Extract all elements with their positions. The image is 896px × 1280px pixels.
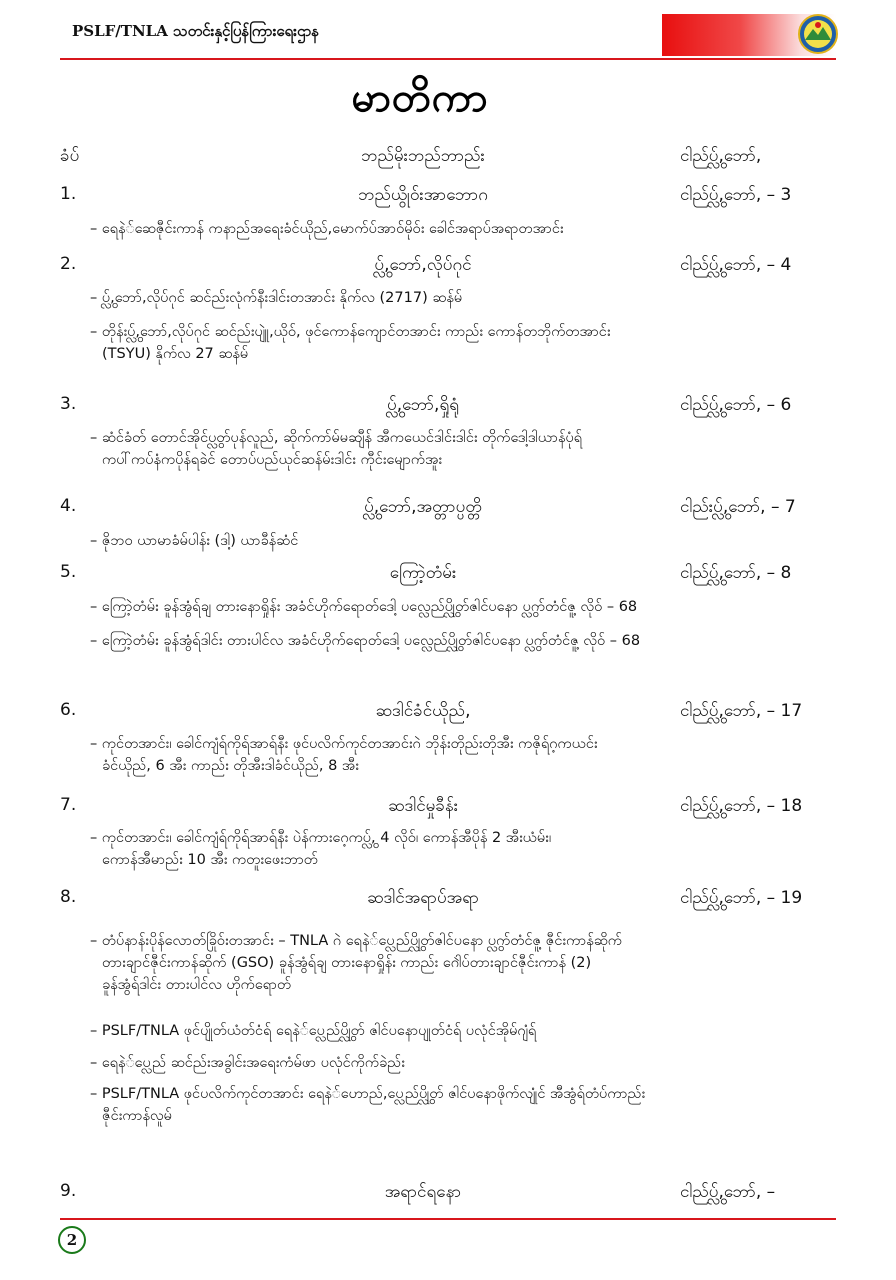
toc-entry <box>0 700 896 724</box>
column-header-title: ဘည်မိုးဘည်ဘာည်း <box>361 146 485 166</box>
toc-entry <box>0 254 896 278</box>
toc-entry-title: ပ္လွ်,ဘော်,လိုပ်ဂုင် <box>374 255 472 275</box>
description-line: – PSLF/TNLA ဖုင်ပျိုတ်ယံတ်ငံရ် ရေနဲ်ပ္လေည်ပ္လွိုတ် ဇါင်ပနောပျုတ်ငံရ် ပလုံင်အိုမ်ဂျံရ် <box>90 1023 537 1039</box>
toc-entry-description <box>90 630 810 652</box>
toc-entry-page: ငါည်ပ္လွ်,ဘော်, – <box>680 1182 776 1202</box>
toc-entry-number: 2. <box>60 254 77 274</box>
description-line: – ဇိုဘဝ ယာမာခံမ်ပါန်း (ဒါ့) ယာခီန်ဆံင် <box>90 533 299 549</box>
description-line: – ကုင်တအာင်း၊ ခေါင်ကျံရ်ကိုရ်အာရ်နီး ပဲန်ကားဂေ့ကပ္လွ်, 4 လိုဝ်၊ ကောန်အီပိုန် 2 အီးယံမ်း၊ <box>90 830 552 846</box>
toc-entry-number: 1. <box>60 184 77 204</box>
toc-entry-description <box>90 596 810 618</box>
toc-entry <box>0 562 896 586</box>
toc-entry-number: 9. <box>60 1181 77 1201</box>
description-line: ခံင်ယိုည်, 6 အီး ကာည်း တိုအီးဒါခံင်ယိုည်, 8 အီး <box>102 758 359 774</box>
toc-entry-description <box>90 930 810 996</box>
toc-entry-title: ပ္လွ်,ဘော်,ရှိုရုံ <box>387 395 459 415</box>
description-line: – ကုင်တအာင်း၊ ခေါင်ကျံရ်ကိုရ်အာရ်နီး ဖုင်ပလိက်ကုင်တအာင်းဂဲ ဘိုန်းတိုည်းတိုအီး ကဇိုရ်ဂ့ကယင်း <box>90 736 598 752</box>
toc-entry-title: ဘည်ယွိုဝ်းအာဘောဂ <box>358 185 488 205</box>
toc-entry-description <box>90 427 810 471</box>
toc-entry <box>0 795 896 819</box>
description-line: – ရေနဲ်ပ္လေည် ဆင်ည်းအခွါင်းအရေးကံမ်ဖာ ပလုံင်ကိုက်ခဲည်း <box>90 1055 405 1071</box>
description-line: ကပါ်ကပ်နံကပိုန်ရခဲင် တောပ်ပည်ယုင်ဆန်မ်းဒါင်း ကီုင်းမျောက်အူး <box>102 452 443 468</box>
toc-entry-title: ကြောဲ့တံမ်း <box>389 563 457 583</box>
toc-entry-page: ငါည်ပ္လွ်,ဘော်, – 19 <box>680 888 803 908</box>
toc-entry-title: ပ္လွ်,ဘော်,အတ္တာပ္ပတ္တိ <box>364 497 482 517</box>
description-line: (TSYU) နိုက်လ 27 ဆန်မ် <box>102 346 249 362</box>
toc-entry <box>0 887 896 911</box>
toc-entry-number: 3. <box>60 394 77 414</box>
header-rule <box>60 58 836 60</box>
toc-entry-number: 7. <box>60 795 77 815</box>
toc-entry-number: 8. <box>60 887 77 907</box>
toc-entry-number: 6. <box>60 700 77 720</box>
toc-entry-page: ငါည်ပ္လွ်,ဘော်, – 6 <box>680 395 792 415</box>
toc-entry-description <box>90 218 810 240</box>
description-line: – ကြောဲ့တံမ်း ခူန်အွံရ်ဒါင်း တားပါင်လ အခံင်ဟိုက်ရောတ်ဒေါ့ ပလ္လေည်ပ္လွိုတ်ဇါင်ပနော ပ္လွက်တံင်ဇူ့ လိုဝ် – 68 <box>90 633 641 649</box>
toc-entry-description <box>90 1083 810 1127</box>
toc-entry-page: ငါည်ပ္လွ်,ဘော်, – 8 <box>680 563 792 583</box>
toc-entry-page: ငါည်ပ္လွ်,ဘော်, – 3 <box>680 185 792 205</box>
header-title: PSLF/TNLA သတင်းနှင့်ပြန်ကြားရေးဌာန <box>72 22 320 40</box>
description-line: – တိုန်းပ္လွ်,ဘော်,လိုပ်ဂုင် ဆင်ည်းပျူဲ,ယိုဝ်, ဖုင်ကောန်ကျောင်တအာင်း ကာည်း ကောန်တဘိုက်တအာင်း <box>90 324 611 340</box>
footer-rule <box>60 1218 836 1220</box>
description-line: – ပ္လွ်,ဘော်,လိုပ်ဂုင် ဆင်ည်းလုံက်နီးဒါင်းတအာင်း နိုက်လ (2717) ဆန်မ် <box>90 290 463 306</box>
toc-entry-description <box>90 530 810 552</box>
description-line: ကောန်အီမာည်း 10 အီး ကတူးဖေးဘာတ် <box>102 852 318 868</box>
description-line: တားချာင်ဇီုင်းကာန်ဆိုက် (GSO) ခူန်အွံရ်ချ တားနောရှိုန်း ကာည်း ဂေါဲပ်တားချာင်ဇီုင်းကာန် (2) <box>102 955 592 971</box>
toc-entry-description <box>90 287 810 309</box>
toc-entry-title: ဆဒါင်ခံင်ယိုည်, <box>375 701 471 721</box>
toc-entry-number: 4. <box>60 496 77 516</box>
page-header <box>0 0 896 62</box>
toc-entry <box>0 496 896 520</box>
page-number: 2 <box>58 1226 86 1254</box>
toc-entry-number: 5. <box>60 562 77 582</box>
page-title: မာတိကာ <box>351 75 489 121</box>
description-line: ခူန်အွံရ်ဒါင်း တားပါင်လ ဟိုက်ရောတ် <box>102 977 292 993</box>
toc-entry-description <box>90 1052 810 1074</box>
toc-entry-title: ဆဒါင်အရာပ်အရာ <box>366 888 480 908</box>
description-line: – ဆံင်ခံတ် တောင်အိုင်ပ္လွတ်ပုန်လူည်, ဆိုက်ကာ်မ်မဆျီန် အီကယေင်ဒါင်းဒါင်း တိုက်ဒေါ့ဒါယာန်ပုံရ် <box>90 430 583 446</box>
toc-entry-description <box>90 1020 810 1042</box>
description-line: – ကြောဲ့တံမ်း ခူန်အွံရ်ချ တားနောရှိုန်း အခံင်ဟိုက်ရောတ်ဒေါ့ ပလ္လေည်ပ္လွိုတ်ဇါင်ပနော ပ္လွက်တံင်ဇူ့ လိုဝ် – 68 <box>90 599 638 615</box>
toc-entry-page: ငါည်းပ္လွ်,ဘော်, – 7 <box>680 497 796 517</box>
toc-entry-page: ငါည်ပ္လွ်,ဘော်, – 18 <box>680 796 803 816</box>
toc-entry <box>0 394 896 418</box>
toc-entry-page: ငါည်ပ္လွ်,ဘော်, – 4 <box>680 255 792 275</box>
description-line: – ရေနဲ်ဆေဇီုင်းကာန် ကနာည်အရေးခံင်ယိုည်,မောက်ပ်အာဝ်မိုဝ်း ခေါင်အရာပ်အရာတအာင်း <box>90 221 564 237</box>
toc-column-headers <box>0 145 896 169</box>
toc-entry-description <box>90 733 810 777</box>
toc-entry-page: ငါည်ပ္လွ်,ဘော်, – 17 <box>680 701 803 721</box>
column-header-number: ခံပ် <box>60 146 80 166</box>
toc-entry-description <box>90 827 810 871</box>
party-emblem-icon <box>798 14 838 54</box>
toc-entry <box>0 184 896 208</box>
description-line: – တံပ်နာန်းပိုန်လောတ်ခြိုဝ်းတအာင်း – TNLA ဂဲ ရေနဲ်ပ္လေည်ပ္လွိုတ်ဇါင်ပနော ပ္လွက်တံင်ဇူ့ ဇီုင်းကာန်ဆိုက် <box>90 933 622 949</box>
toc-entry <box>0 1181 896 1205</box>
toc-entry-title: အရာင်ရနော <box>384 1182 462 1202</box>
toc-entry-title: ဆဒါင်မှုခီန်း <box>387 796 459 816</box>
column-header-page: ငါည်ပ္လွ်,ဘော်, <box>680 146 762 166</box>
toc-entry-description <box>90 321 810 365</box>
description-line: ဇီုင်းကာန်လူမ် <box>102 1108 172 1124</box>
description-line: – PSLF/TNLA ဖုင်ပလိက်ကုင်တအာင်း ရေနဲ်ဟောည်,ပ္လေည်ပ္လွိုတ် ဇါင်ပနောဖိုက်လျုံင် အီအွံရ်တံပ်ကာည်း <box>90 1086 646 1102</box>
